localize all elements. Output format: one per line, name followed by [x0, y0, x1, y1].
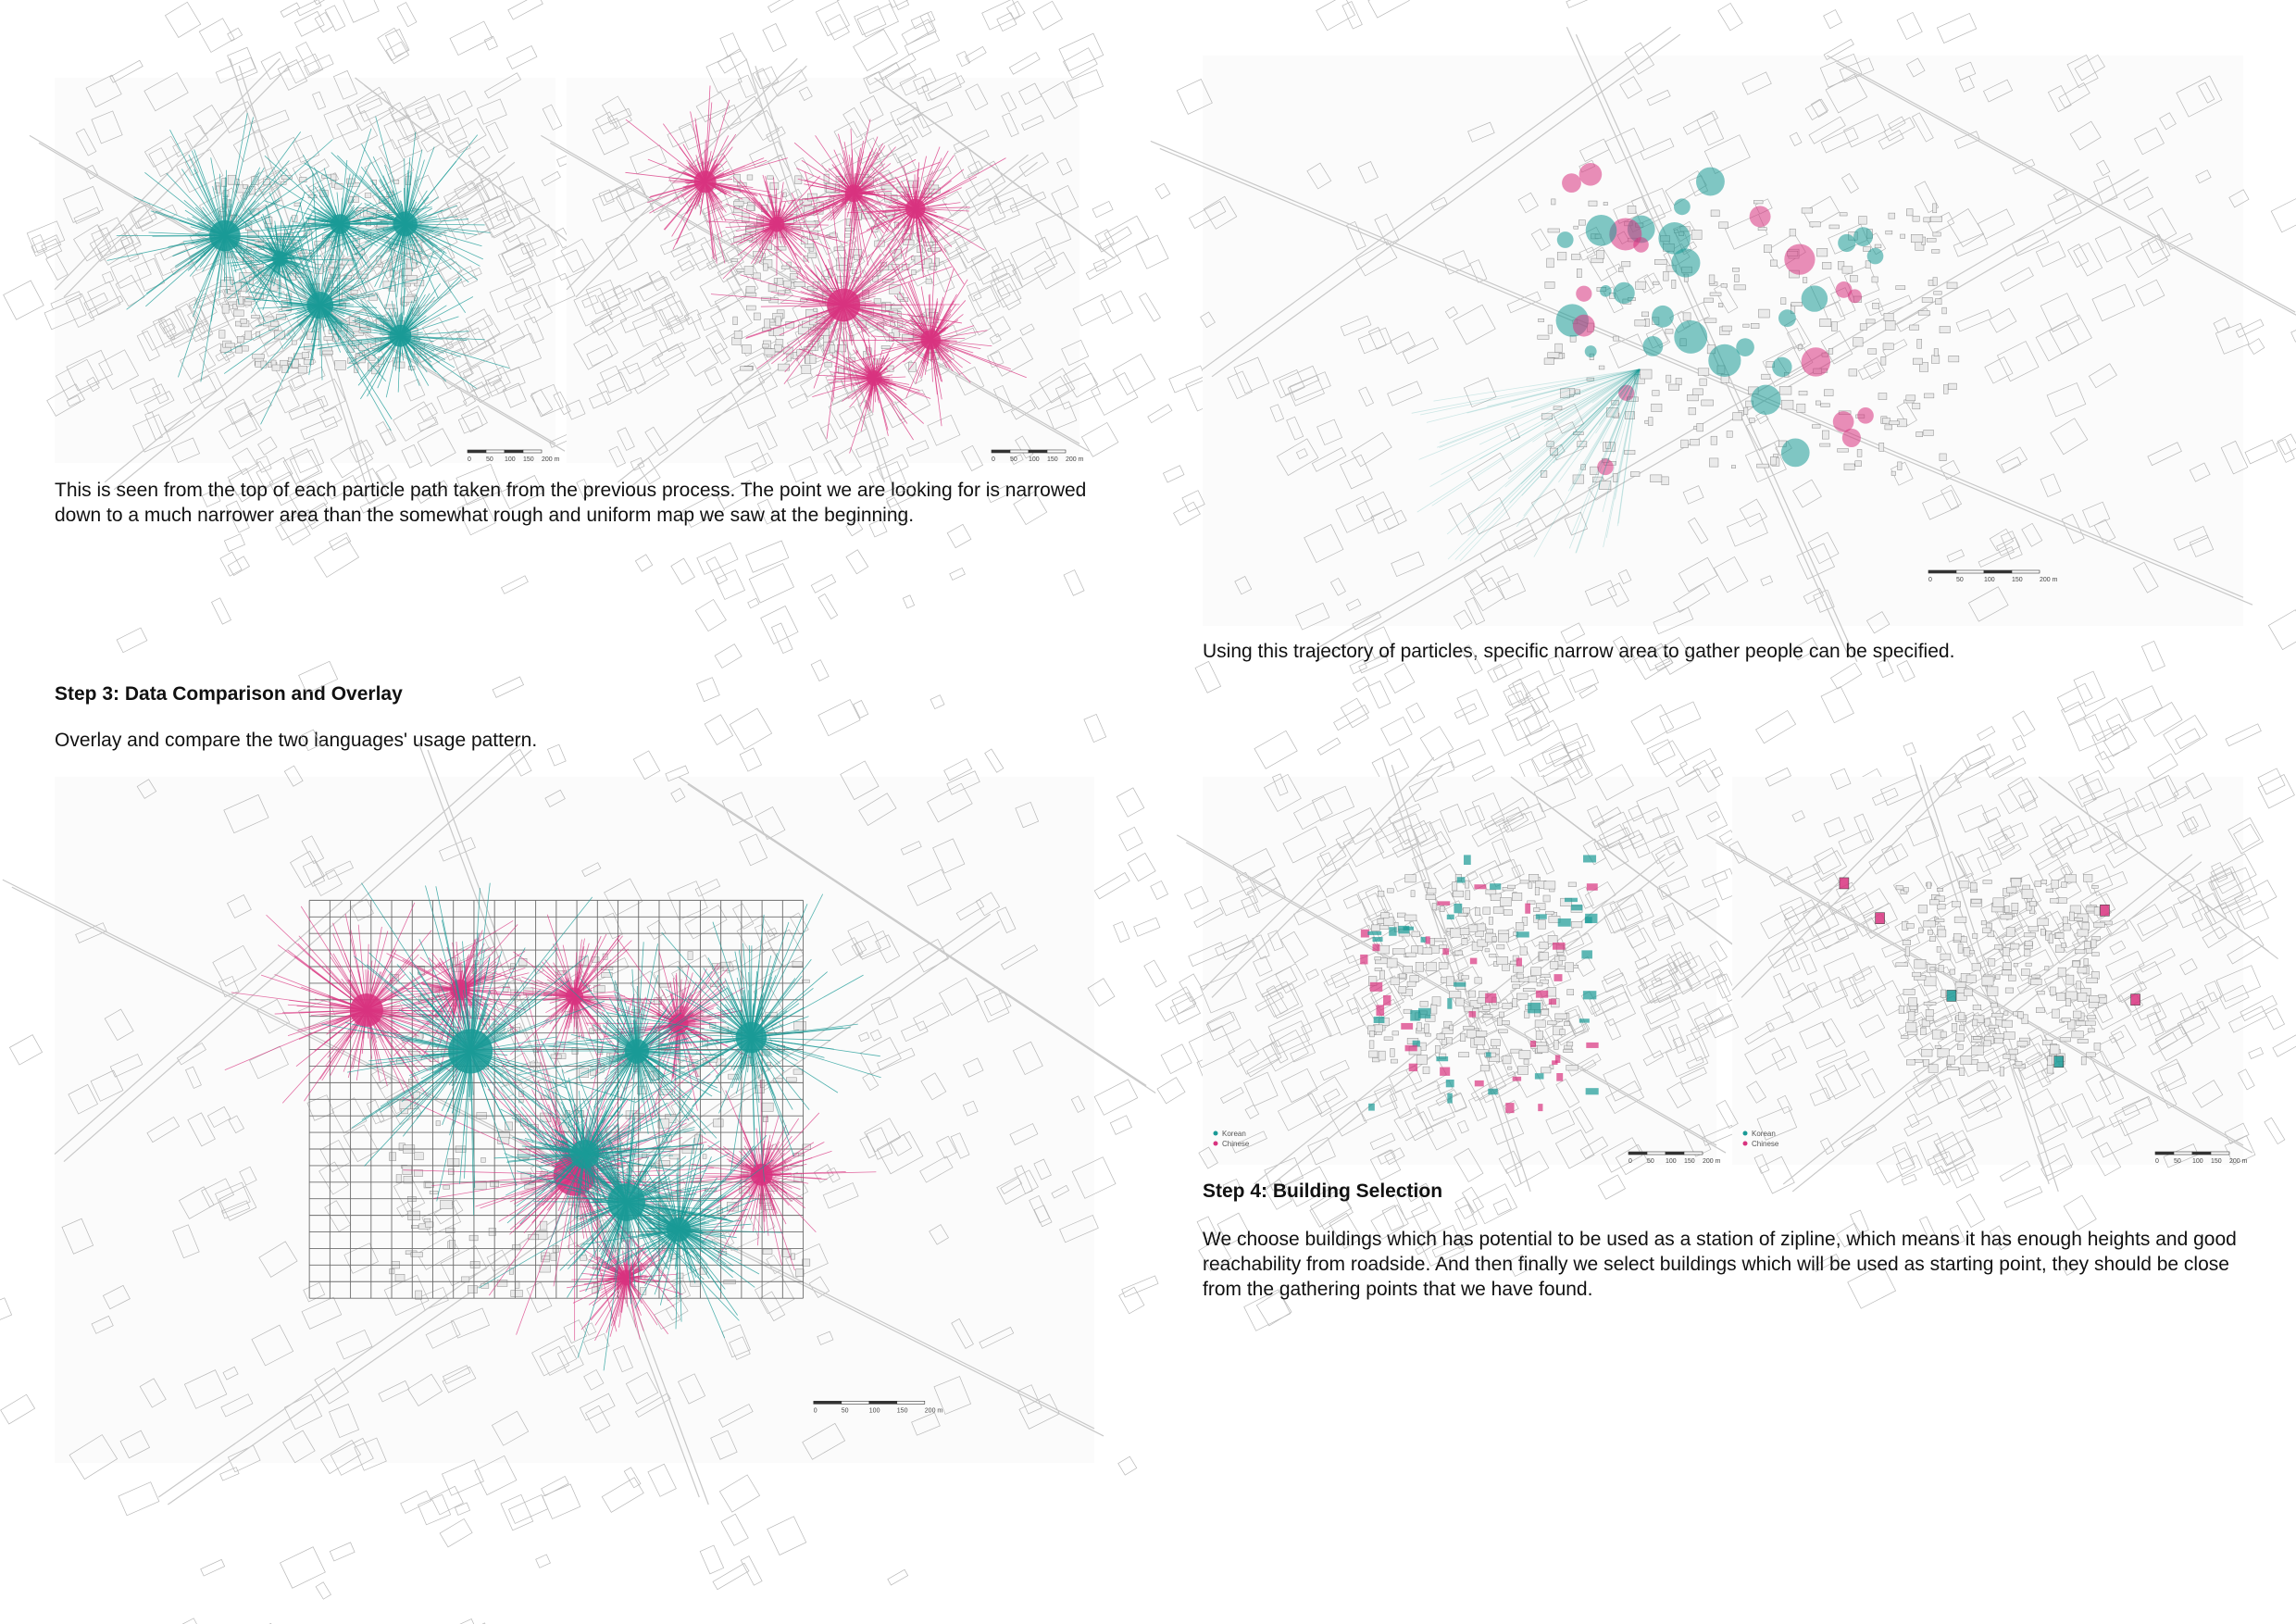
scale-bar-label: 0 [813, 1407, 817, 1415]
korean-particle-map-svg [55, 78, 560, 463]
step4-heading: Step 4: Building Selection [1203, 1181, 1443, 1202]
legend-chinese: Chinese [1752, 1140, 1779, 1148]
chinese-particle-map [567, 78, 1084, 463]
trajectory-caption: Using this trajectory of particles, specific narrow area to gather people can be specified. [1203, 641, 1955, 662]
trajectory-gathering-map [1203, 56, 2243, 626]
legend [1743, 1130, 1779, 1148]
scale-bar-label: 200 m [2040, 577, 2058, 583]
scale-bar [992, 450, 1084, 463]
scale-bar-label: 0 [1628, 1158, 1632, 1165]
scale-bar-label: 200 m [542, 456, 560, 463]
scale-bar-label: 50 [2174, 1158, 2181, 1165]
scale-bar-label: 200 m [924, 1407, 943, 1415]
scale-bar-label: 0 [468, 456, 471, 463]
korean-particle-paths [322, 883, 881, 1371]
scale-bar-label: 150 [2012, 577, 2023, 583]
selected-buildings-map-svg [1732, 777, 2248, 1165]
scale-bar-label: 0 [1928, 577, 1932, 583]
trajectory-gathering-map-svg [1203, 56, 2243, 626]
scale-bar-label: 50 [486, 456, 493, 463]
overlay-comparison-map-svg [55, 777, 1094, 1463]
scale-bar [1928, 570, 2058, 583]
base-map-linework [1094, 637, 1804, 1276]
selected-buildings-map [1732, 777, 2248, 1165]
step3-heading: Step 3: Data Comparison and Overlay [55, 683, 403, 705]
candidate-buildings-map-svg [1203, 777, 1721, 1165]
scale-bar-label: 150 [1047, 456, 1058, 463]
particle-path-caption: This is seen from the top of each particle path taken from the previous process. The point we are looking for is narrowed down to a much narrower area than the somewhat rough and uniform map we saw at the beginning. [55, 480, 1087, 526]
legend-chinese: Chinese [1222, 1140, 1250, 1148]
scale-bar-label: 150 [523, 456, 534, 463]
legend [1214, 1130, 1250, 1148]
step3-description: Overlay and compare the two languages' usage pattern. [55, 730, 538, 751]
scale-bar-label: 100 [2192, 1158, 2203, 1165]
legend-korean: Korean [1222, 1130, 1246, 1138]
scale-bar-label: 50 [1010, 456, 1017, 463]
candidate-buildings-map [1203, 777, 1721, 1165]
scale-bar-label: 100 [868, 1407, 880, 1415]
korean-particle-map [55, 78, 560, 463]
scale-bar-label: 150 [896, 1407, 908, 1415]
chinese-particle-map-svg [567, 78, 1084, 463]
overlay-comparison-map [55, 777, 1094, 1463]
scale-bar [814, 1401, 943, 1414]
scale-bar [468, 450, 560, 463]
scale-bar-label: 150 [1684, 1158, 1695, 1165]
scale-bar-label: 50 [841, 1407, 849, 1415]
scale-bar-label: 100 [1666, 1158, 1677, 1165]
scale-bar-label: 0 [992, 456, 995, 463]
scale-bar [2155, 1152, 2248, 1165]
scale-bar-label: 150 [2211, 1158, 2222, 1165]
scale-bar-label: 200 m [1066, 456, 1084, 463]
scale-bar-label: 100 [1984, 577, 1995, 583]
scale-bar-label: 50 [1647, 1158, 1654, 1165]
scale-bar-label: 50 [1956, 577, 1964, 583]
step4-description: We choose buildings which has potential to be used as a station of zipline, which means it has enough heights and good reachability from roadside. And then finally we select buildings which will be used as starting point, they should be close from the gathering points that we have found. [1203, 1229, 2237, 1300]
scale-bar-label: 0 [2155, 1158, 2159, 1165]
scale-bar [1628, 1152, 1721, 1165]
scale-bar-label: 200 m [1703, 1158, 1721, 1165]
legend-korean: Korean [1752, 1130, 1776, 1138]
scale-bar-label: 100 [505, 456, 516, 463]
scale-bar-label: 100 [1029, 456, 1040, 463]
scale-bar-label: 200 m [2229, 1158, 2248, 1165]
